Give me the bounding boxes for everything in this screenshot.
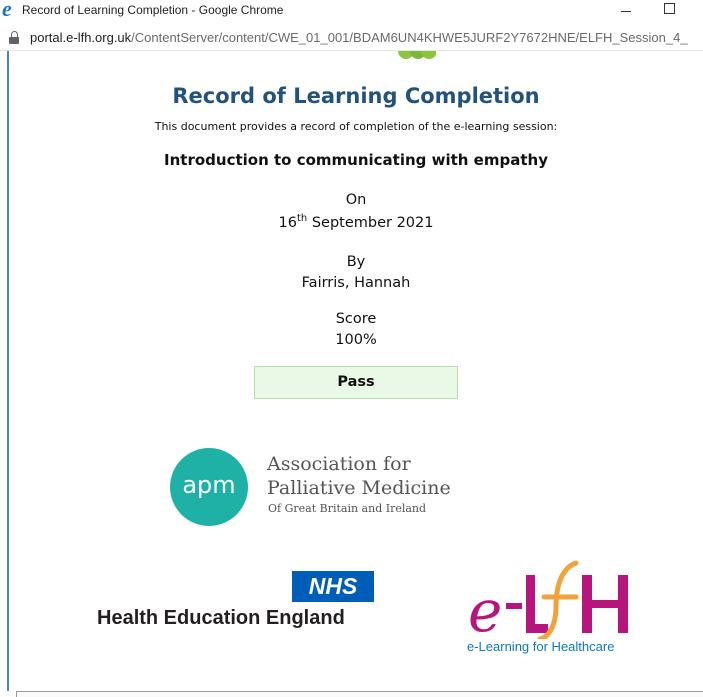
url-path: /ContentServer/content/CWE_01_001/BDAM6UN4KHWE5JURF2Y7672HNE/ELFH_Session_4_ xyxy=(131,30,688,45)
intro-text: This document provides a record of completion of the e-learning session: xyxy=(154,120,558,133)
date-day: 16 xyxy=(278,215,297,231)
ie-e-icon: e xyxy=(2,0,12,21)
address-bar[interactable] xyxy=(0,26,703,51)
minimize-button[interactable] xyxy=(610,0,640,20)
window-title: Record of Learning Completion - Google Chrome xyxy=(22,3,284,17)
completion-date xyxy=(16,215,696,231)
url-text[interactable] xyxy=(30,30,688,45)
apm-name-line2: Palliative Medicine xyxy=(267,477,451,499)
lock-icon[interactable] xyxy=(9,31,20,44)
page-title: Record of Learning Completion xyxy=(172,84,540,108)
score-label: Score xyxy=(335,311,377,327)
learner-name: Fairris, Hannah xyxy=(301,275,411,291)
score-value: 100% xyxy=(335,332,377,348)
elfh-wordmark xyxy=(464,559,644,639)
elfh-tagline: e-Learning for Healthcare xyxy=(467,639,615,654)
apm-subtitle: Of Great Britain and Ireland xyxy=(268,502,427,515)
page-left-border xyxy=(7,51,9,691)
url-domain: portal.e-lfh.org.uk xyxy=(30,30,132,45)
result-badge: Pass xyxy=(254,366,458,399)
date-suffix: th xyxy=(296,213,308,225)
page-bottom-border xyxy=(16,691,703,697)
learner-label: By xyxy=(346,254,366,270)
elfh-logo xyxy=(464,549,654,659)
window-titlebar xyxy=(0,0,703,22)
course-title: Introduction to communicating with empathy xyxy=(164,151,548,169)
svg-text:e: e xyxy=(468,577,503,639)
hee-name: Health Education England xyxy=(97,607,345,629)
maximize-button[interactable] xyxy=(655,0,685,20)
top-logo-fragment xyxy=(396,51,436,63)
apm-name-line1: Association for xyxy=(267,453,411,475)
page-content xyxy=(0,51,703,697)
apm-logo xyxy=(170,447,470,527)
date-month-year: September 2021 xyxy=(307,215,434,231)
nhs-logo: NHS xyxy=(292,571,374,602)
date-label: On xyxy=(345,192,367,208)
apm-badge: apm xyxy=(170,448,248,526)
